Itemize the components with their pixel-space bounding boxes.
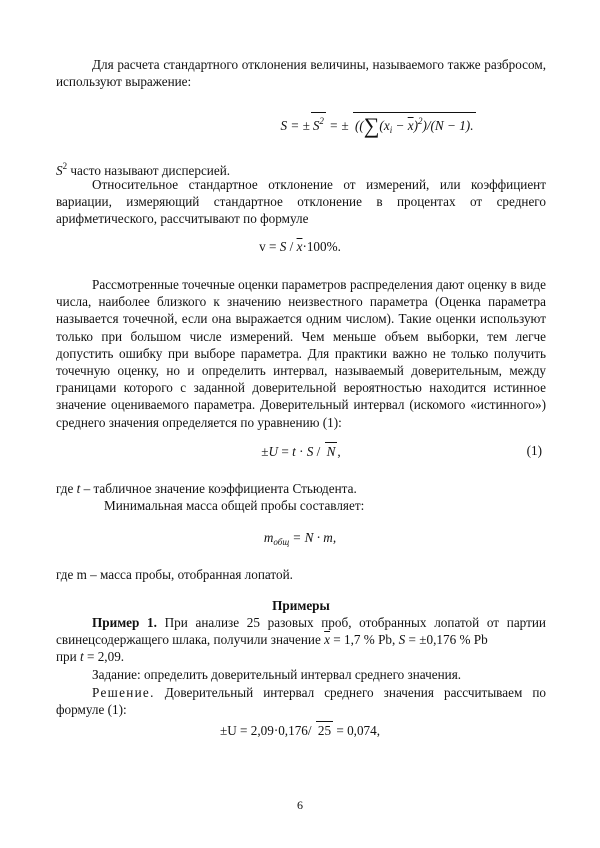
min-mass-paragraph: Минимальная масса общей пробы составляет: — [104, 498, 365, 513]
mass-definition: где m – масса пробы, отобранная лопатой. — [56, 567, 293, 582]
example-paragraph: Пример 1. При анализе 25 разовых проб, отобранных лопатой от партии свинецсодержащего шлака, получили значение $\overline{x} = 1,7$ % Pb, S = ±0,176 % Pb — [56, 615, 546, 648]
variation-formula: $v = S / \overline{x}\cdot 100\%$. — [259, 239, 341, 254]
student-coef-definition: где t – табличное значение коэффициента Стьюдента. — [56, 481, 357, 496]
variation-paragraph: Относительное стандартное отклонение от измерений, или коэффициент вариации, измеряющий стандартное отклонение в процентах от среднего арифметического, рассчитывают по формуле — [56, 177, 546, 227]
main-paragraph: Рассмотренные точечные оценки параметров распределения дают оценку в виде числа, наиболее близкого к значению неизвестного параметра (Оценка параметра называется точечной, если она выражается одним числом). Такие оценки используют только при большом числе измерений. Чем меньше объем выборки, тем легче допустить ошибку при выборе параметра. Для практики важно не только получить точечную оценку, но и определить интервал, называемый доверительным, между границами которого с заданной доверительной вероятностью находится истинное значение оцениваемого параметра. Доверительный интервал (искомого «истинного») среднего значения определяется по уравнению (1): — [56, 277, 546, 430]
dispersion-line: $S^2$ часто называют дисперсией. — [56, 161, 231, 178]
page-number: 6 — [297, 798, 303, 812]
intro-paragraph: Для расчета стандартного отклонения величины, называемого также разбросом, используют выражение: — [56, 57, 546, 90]
stddev-formula: S = ± $S^2$ = ± ($(\sum(x_i - \overline{x})^2)/(N - 1)$. — [280, 113, 474, 138]
task-line: Задание: определить доверительный интервал среднего значения. — [92, 667, 462, 682]
example-student-value: при t = 2,09. — [56, 649, 125, 664]
section-heading: Примеры — [272, 598, 330, 613]
mass-formula: $m_{общ} = N \cdot m$, — [263, 530, 337, 547]
solution-paragraph: Решение. Доверительный интервал среднего значения рассчитываем по формуле (1): — [56, 685, 546, 718]
interval-formula: ±U = t · S / N , (1) — [261, 443, 542, 459]
equation-number: (1) — [526, 443, 542, 458]
final-formula: ±U = 2,09·0,176/ 25 = 0,074, — [219, 723, 381, 738]
